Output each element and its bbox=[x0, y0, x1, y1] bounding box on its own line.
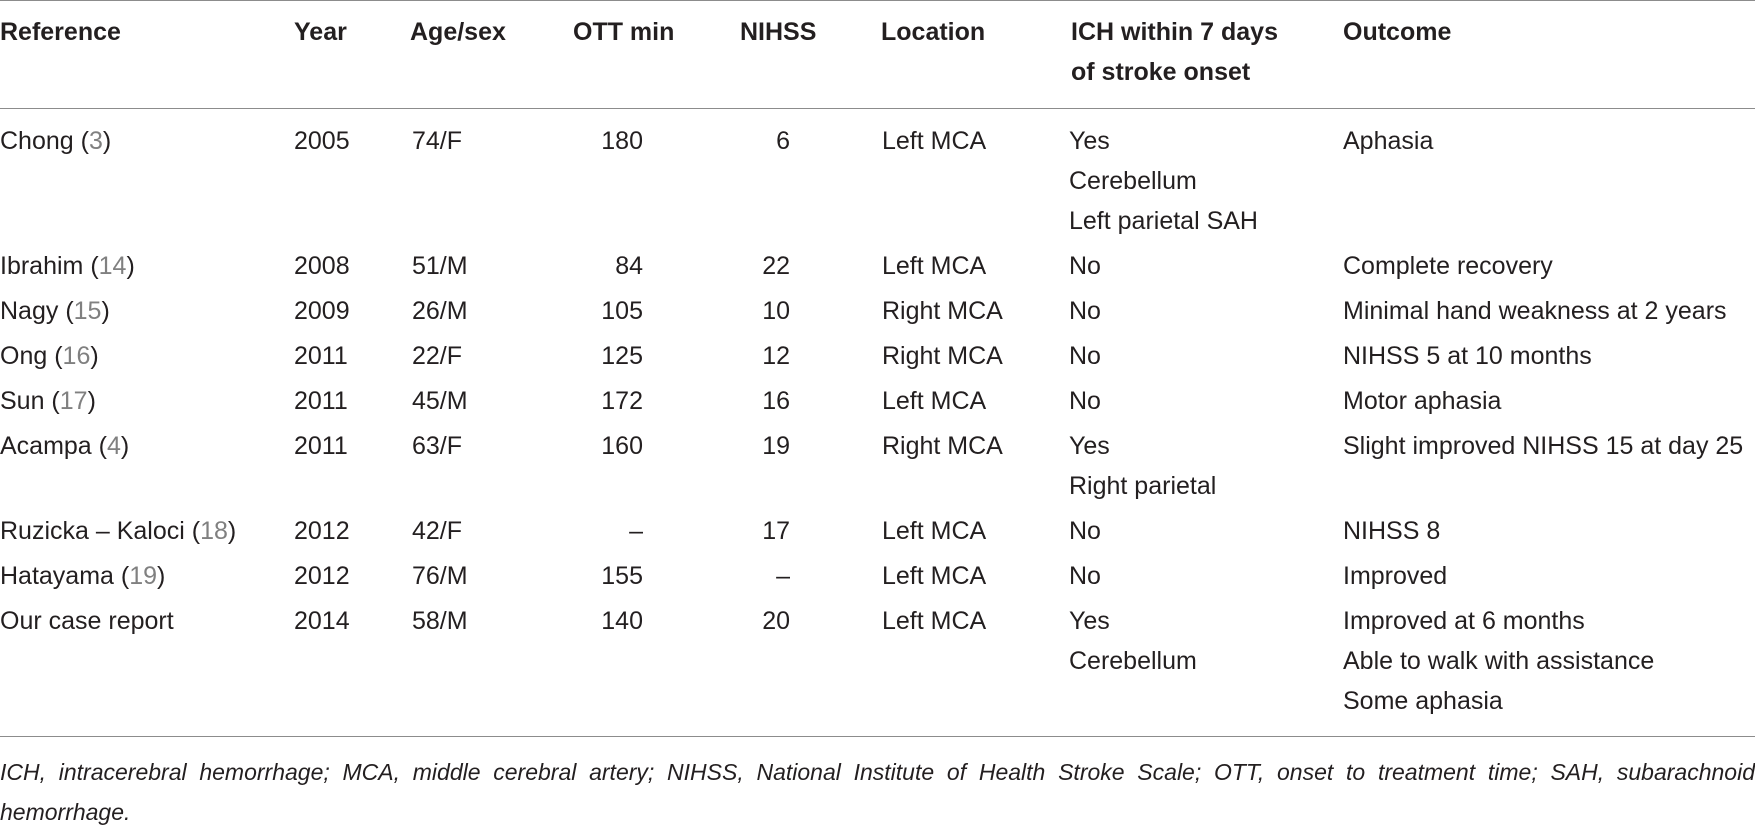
cell-age-sex: 22/F bbox=[412, 342, 463, 370]
cell-ich bbox=[1069, 381, 1101, 421]
cell-age-sex: 63/F bbox=[412, 432, 463, 460]
cell-ich-line: Yes bbox=[1069, 607, 1110, 635]
cell-location: Right MCA bbox=[882, 342, 1003, 370]
cell-outcome-line: Able to walk with assistance bbox=[1343, 647, 1655, 675]
cell-ich bbox=[1069, 556, 1101, 596]
citation-link[interactable]: 16 bbox=[62, 342, 91, 370]
cell-ott: – bbox=[629, 517, 643, 545]
cell-ott: 125 bbox=[601, 342, 643, 370]
cell-age-sex: 42/F bbox=[412, 517, 463, 545]
cell-reference bbox=[0, 601, 174, 641]
citation-link[interactable]: 17 bbox=[59, 387, 88, 415]
citation-link[interactable]: 3 bbox=[88, 127, 103, 155]
cell-age-sex: 51/M bbox=[412, 252, 468, 280]
cell-ott: 140 bbox=[601, 607, 643, 635]
cell-reference: Hatayama (19) bbox=[0, 562, 166, 590]
header-reference: Reference bbox=[0, 18, 121, 46]
cell-reference: Acampa (4) bbox=[0, 432, 130, 460]
reference-author: Acampa bbox=[0, 432, 92, 460]
cell-ich bbox=[1069, 291, 1101, 331]
cell-outcome-line: Improved at 6 months bbox=[1343, 607, 1585, 635]
cell-year: 2009 bbox=[294, 297, 350, 325]
cell-ich-line: Right parietal bbox=[1069, 472, 1217, 500]
reference-author: Ong bbox=[0, 342, 48, 370]
cell-ich-line: No bbox=[1069, 387, 1101, 415]
cell-outcome bbox=[1343, 426, 1743, 466]
reference-author: Chong bbox=[0, 127, 74, 155]
cell-outcome-line: Improved bbox=[1343, 562, 1448, 590]
cell-outcome bbox=[1343, 511, 1440, 551]
header-outcome: Outcome bbox=[1343, 18, 1452, 46]
cell-year: 2008 bbox=[294, 252, 350, 280]
cell-ich bbox=[1069, 601, 1197, 681]
reference-author: Sun bbox=[0, 387, 45, 415]
cell-ich bbox=[1069, 336, 1101, 376]
cell-nihss: 19 bbox=[762, 432, 790, 460]
cell-age-sex: 58/M bbox=[412, 607, 468, 635]
cell-outcome-line: NIHSS 8 bbox=[1343, 517, 1441, 545]
cell-year: 2012 bbox=[294, 517, 350, 545]
cell-outcome-line: Slight improved NIHSS 15 at day 25 bbox=[1343, 432, 1744, 460]
cell-reference: Ong (16) bbox=[0, 342, 99, 370]
cell-ich bbox=[1069, 511, 1101, 551]
cell-year: 2011 bbox=[294, 342, 348, 370]
cell-nihss: 16 bbox=[762, 387, 790, 415]
header-ich bbox=[1071, 12, 1278, 92]
cell-outcome bbox=[1343, 336, 1592, 376]
citation-link[interactable]: 19 bbox=[129, 562, 158, 590]
citation-link[interactable]: 15 bbox=[73, 297, 102, 325]
cell-year: 2005 bbox=[294, 127, 350, 155]
cell-age-sex: 26/M bbox=[412, 297, 468, 325]
cell-year: 2014 bbox=[294, 607, 350, 635]
header-year: Year bbox=[294, 18, 347, 46]
cell-ich-line: Left parietal SAH bbox=[1069, 207, 1258, 235]
cell-location: Left MCA bbox=[882, 517, 987, 545]
header-ott: OTT min bbox=[573, 18, 675, 46]
cell-outcome bbox=[1343, 121, 1433, 161]
cell-outcome-line: Motor aphasia bbox=[1343, 387, 1502, 415]
cell-year: 2011 bbox=[294, 387, 348, 415]
cell-ich-line: Yes bbox=[1069, 432, 1110, 460]
cell-outcome-line: Complete recovery bbox=[1343, 252, 1553, 280]
header-ich-line: ICH within 7 days bbox=[1071, 18, 1278, 46]
cell-outcome bbox=[1343, 381, 1501, 421]
cell-ich-line: No bbox=[1069, 252, 1101, 280]
cell-ich-line: Cerebellum bbox=[1069, 647, 1197, 675]
cell-location: Left MCA bbox=[882, 387, 987, 415]
cell-location: Left MCA bbox=[882, 607, 987, 635]
cell-reference: Nagy (15) bbox=[0, 297, 110, 325]
cell-outcome-line: Some aphasia bbox=[1343, 687, 1503, 715]
header-age-sex: Age/sex bbox=[410, 18, 506, 46]
header-nihss: NIHSS bbox=[740, 18, 817, 46]
cell-ich-line: No bbox=[1069, 297, 1101, 325]
cell-ott: 155 bbox=[601, 562, 643, 590]
cell-ich bbox=[1069, 121, 1258, 241]
cell-ott: 160 bbox=[601, 432, 643, 460]
cell-ich bbox=[1069, 246, 1101, 286]
cell-ich-line: No bbox=[1069, 562, 1101, 590]
cell-age-sex: 76/M bbox=[412, 562, 468, 590]
cell-nihss: 10 bbox=[762, 297, 790, 325]
cell-location: Right MCA bbox=[882, 432, 1003, 460]
cell-location: Right MCA bbox=[882, 297, 1003, 325]
cell-outcome bbox=[1343, 246, 1553, 286]
reference-author: Ruzicka – Kaloci bbox=[0, 517, 185, 545]
cell-ich bbox=[1069, 426, 1216, 506]
cell-nihss: 12 bbox=[762, 342, 790, 370]
cell-nihss: 20 bbox=[762, 607, 790, 635]
cell-reference: Sun (17) bbox=[0, 387, 96, 415]
cell-outcome bbox=[1343, 556, 1447, 596]
header-location: Location bbox=[881, 18, 986, 46]
cell-outcome-line: Minimal hand weakness at 2 years bbox=[1343, 297, 1727, 325]
cell-ich-line: Cerebellum bbox=[1069, 167, 1197, 195]
cell-age-sex: 45/M bbox=[412, 387, 468, 415]
cell-location: Left MCA bbox=[882, 562, 987, 590]
cell-ott: 172 bbox=[601, 387, 643, 415]
header-ich-line: of stroke onset bbox=[1071, 58, 1251, 86]
cell-reference: Chong (3) bbox=[0, 127, 112, 155]
cell-reference: Ruzicka – Kaloci (18) bbox=[0, 517, 237, 545]
cell-outcome bbox=[1343, 601, 1654, 721]
cell-nihss: 17 bbox=[762, 517, 790, 545]
reference-author: Our case report bbox=[0, 607, 174, 635]
cell-location: Left MCA bbox=[882, 127, 987, 155]
cell-ott: 105 bbox=[601, 297, 643, 325]
citation-link[interactable]: 18 bbox=[200, 517, 228, 545]
cell-year: 2012 bbox=[294, 562, 350, 590]
cell-reference: Ibrahim (14) bbox=[0, 252, 135, 280]
citation-link[interactable]: 14 bbox=[98, 252, 127, 280]
cell-ott: 180 bbox=[601, 127, 643, 155]
cell-location: Left MCA bbox=[882, 252, 987, 280]
cell-outcome-line: Aphasia bbox=[1343, 127, 1434, 155]
cell-ich-line: No bbox=[1069, 342, 1101, 370]
cell-outcome bbox=[1343, 291, 1727, 331]
cell-ich-line: No bbox=[1069, 517, 1101, 545]
table-bottom-rule bbox=[0, 736, 1755, 737]
reference-author: Hatayama bbox=[0, 562, 114, 590]
cell-ott: 84 bbox=[615, 252, 643, 280]
cell-ich-line: Yes bbox=[1069, 127, 1110, 155]
reference-author: Nagy bbox=[0, 297, 59, 325]
reference-author: Ibrahim bbox=[0, 252, 84, 280]
cell-age-sex: 74/F bbox=[412, 127, 463, 155]
cell-nihss: 22 bbox=[762, 252, 790, 280]
cell-outcome-line: NIHSS 5 at 10 months bbox=[1343, 342, 1592, 370]
table-top-rule bbox=[0, 0, 1755, 1]
cell-nihss: 6 bbox=[776, 127, 790, 155]
cell-year: 2011 bbox=[294, 432, 348, 460]
table-header-rule bbox=[0, 108, 1755, 109]
cell-nihss: – bbox=[776, 562, 790, 590]
citation-link[interactable]: 4 bbox=[107, 432, 121, 460]
table-footnote: ICH, intracerebral hemorrhage; MCA, middle cerebral artery; NIHSS, National Institute of Health Stroke Scale; OTT, onset to treatment time; SAH, subarachnoid hemorrhage. bbox=[0, 759, 1755, 825]
